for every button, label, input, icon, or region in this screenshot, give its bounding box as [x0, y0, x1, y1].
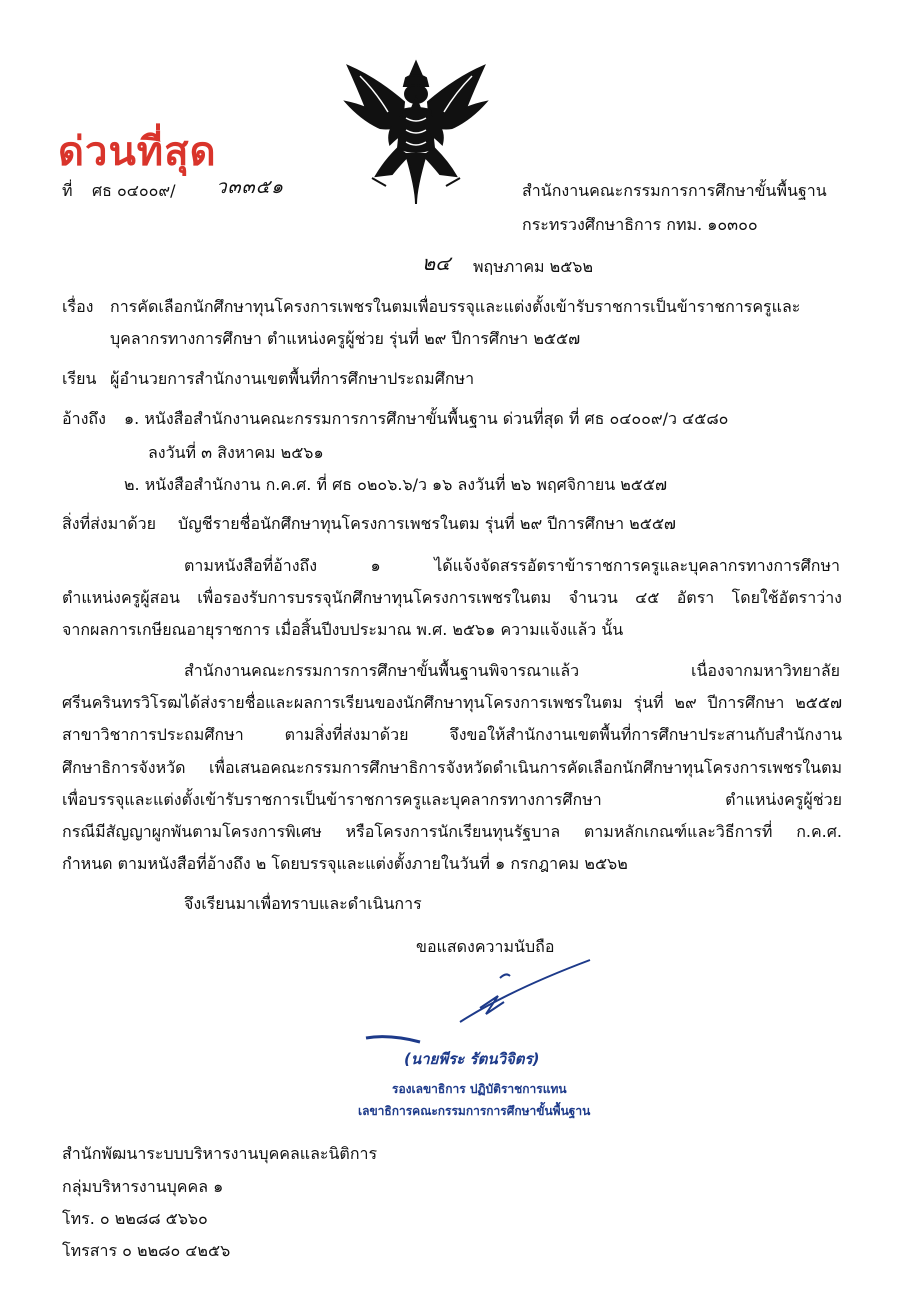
footer-fax: โทรสาร ๐ ๒๒๘๐ ๔๒๕๖	[62, 1241, 231, 1260]
urgent-stamp: ด่วนที่สุด	[58, 129, 217, 175]
footer-group: กลุ่มบริหารงานบุคคล ๑	[62, 1177, 224, 1196]
enclosure-label: สิ่งที่ส่งมาด้วย	[62, 514, 156, 533]
closing-sentence: จึงเรียนมาเพื่อทราบและดำเนินการ	[184, 894, 422, 913]
document-number-label: ที่	[62, 181, 73, 200]
office-name: สำนักงานคณะกรรมการการศึกษาขั้นพื้นฐาน	[522, 181, 827, 200]
date-day-handwritten: ๒๔	[422, 251, 451, 275]
addressee-value: ผู้อำนวยการสำนักงานเขตพื้นที่การศึกษาประถมศึกษา	[110, 369, 475, 388]
signatory-name: (นายพีระ รัตนวิจิตร)	[404, 1050, 540, 1068]
paragraph-2-line: เพื่อบรรจุและแต่งตั้งเข้ารับราชการเป็นข้าราชการครูและบุคลากรทางการศึกษา ตำแหน่งครูผู้ช่วย	[62, 790, 842, 809]
subject-line-1: การคัดเลือกนักศึกษาทุนโครงการเพชรในตมเพื่อบรรจุและแต่งตั้งเข้ารับราชการเป็นข้าราชการครูและ	[110, 297, 801, 316]
reference-item-1-continued: ลงวันที่ ๓ สิงหาคม ๒๕๖๑	[148, 443, 324, 462]
paragraph-2-line: ศรีนครินทรวิโรฒได้ส่งรายชื่อและผลการเรียนของนักศึกษาทุนโครงการเพชรในตม รุ่นที่ ๒๙ ปีการศึกษา ๒๕๕๗	[62, 693, 842, 712]
signatory-title-2: เลขาธิการคณะกรรมการการศึกษาขั้นพื้นฐาน	[358, 1104, 591, 1118]
enclosure-value: บัญชีรายชื่อนักศึกษาทุนโครงการเพชรในตม รุ่นที่ ๒๙ ปีการศึกษา ๒๕๕๗	[178, 514, 676, 533]
paragraph-2-line: สาขาวิชาการประถมศึกษา ตามสิ่งที่ส่งมาด้วย จึงขอให้สำนักงานเขตพื้นที่การศึกษาประสานกับสำนักงาน	[62, 725, 842, 744]
complimentary-close: ขอแสดงความนับถือ	[416, 937, 555, 956]
paragraph-2-line: ศึกษาธิการจังหวัด เพื่อเสนอคณะกรรมการศึกษาธิการจังหวัดดำเนินการคัดเลือกนักศึกษาทุนโครงการเพชรในตม	[62, 758, 842, 777]
document-number-value: ศธ ๐๔๐๐๙/	[92, 181, 176, 200]
subject-label: เรื่อง	[62, 297, 94, 316]
reference-label: อ้างถึง	[62, 409, 106, 428]
paragraph-2-line: กำหนด ตามหนังสือที่อ้างถึง ๒ โดยบรรจุและแต่งตั้งภายในวันที่ ๑ กรกฎาคม ๒๕๖๒	[62, 854, 628, 873]
handwritten-signature	[360, 950, 600, 1050]
subject-line-2: บุคลากรทางการศึกษา ตำแหน่งครูผู้ช่วย รุ่นที่ ๒๙ ปีการศึกษา ๒๕๕๗	[110, 329, 581, 348]
reference-item-1: ๑. หนังสือสำนักงานคณะกรรมการการศึกษาขั้นพื้นฐาน ด่วนที่สุด ที่ ศธ ๐๔๐๐๙/ว ๔๕๘๐	[124, 409, 729, 428]
footer-department: สำนักพัฒนาระบบบริหารงานบุคคลและนิติการ	[62, 1144, 378, 1163]
garuda-emblem-icon	[336, 58, 496, 208]
paragraph-1-line: จากผลการเกษียณอายุราชการ เมื่อสิ้นปีงบประมาณ พ.ศ. ๒๕๖๑ ความแจ้งแล้ว นั้น	[62, 620, 624, 639]
date-month-year: พฤษภาคม ๒๕๖๒	[473, 257, 594, 276]
reference-item-2: ๒. หนังสือสำนักงาน ก.ค.ศ. ที่ ศธ ๐๒๐๖.๖/ว ๑๖ ลงวันที่ ๒๖ พฤศจิกายน ๒๕๕๗	[124, 475, 668, 494]
office-address: กระทรวงศึกษาธิการ กทม. ๑๐๓๐๐	[522, 215, 758, 234]
signatory-title-1: รองเลขาธิการ ปฏิบัติราชการแทน	[392, 1082, 567, 1096]
document-number-handwritten: ว๓๓๕๑	[216, 176, 285, 198]
paragraph-2-line: กรณีมีสัญญาผูกพันตามโครงการพิเศษ หรือโครงการนักเรียนทุนรัฐบาล ตามหลักเกณฑ์และวิธีการที่ ก.ค.ศ.	[62, 822, 842, 841]
footer-telephone: โทร. ๐ ๒๒๘๘ ๕๖๖๐	[62, 1209, 208, 1228]
paragraph-2-line: สำนักงานคณะกรรมการการศึกษาขั้นพื้นฐานพิจารณาแล้ว เนื่องจากมหาวิทยาลัย	[184, 661, 840, 680]
addressee-label: เรียน	[62, 369, 97, 388]
paragraph-1-line: ตำแหน่งครูผู้สอน เพื่อรองรับการบรรจุนักศึกษาทุนโครงการเพชรในตม จำนวน ๔๕ อัตรา โดยใช้อัตราว่าง	[62, 588, 842, 607]
paragraph-1-line: ตามหนังสือที่อ้างถึง ๑ ได้แจ้งจัดสรรอัตราข้าราชการครูและบุคลากรทางการศึกษา	[184, 556, 840, 575]
